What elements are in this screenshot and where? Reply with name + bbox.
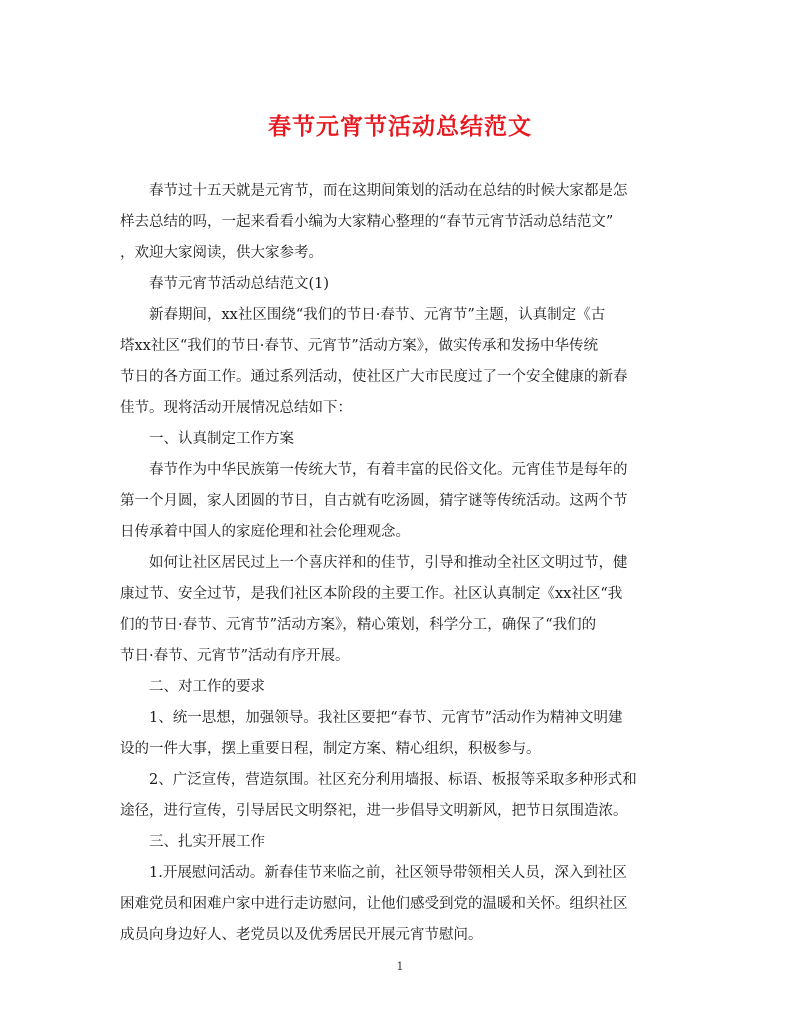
page-number: 1 — [396, 960, 404, 973]
paragraph-requirement-2 — [120, 765, 690, 827]
text-line: 二、对工作的要求 — [149, 679, 265, 695]
paragraph-visits — [120, 858, 690, 951]
text-line: 节日的各方面工作。通过系列活动，使社区广大市民度过了一个安全健康的新春 — [120, 369, 628, 385]
section-heading-fanwen-1 — [120, 269, 690, 300]
text-line: 新春期间，xx社区围绕“我们的节日·春节、元宵节”主题，认真制定《古 — [149, 307, 606, 323]
text-line: 春节作为中华民族第一传统大节，有着丰富的民俗文化。元宵佳节是每年的 — [149, 462, 628, 478]
text-line: 困难党员和困难户家中进行走访慰问，让他们感受到党的温暖和关怀。组织社区 — [120, 896, 628, 912]
document-title: 春节元宵节活动总结范文 — [268, 113, 532, 140]
text-line: 设的一件大事，摆上重要日程，制定方案、精心组织，积极参与。 — [120, 741, 541, 757]
text-line: 三、扎实开展工作 — [149, 834, 265, 850]
text-line: 一、认真制定工作方案 — [149, 431, 294, 447]
document-body — [120, 176, 690, 951]
text-line: 样去总结的吗，一起来看看小编为大家精心整理的“春节元宵节活动总结范文” — [120, 214, 614, 230]
section-heading-2 — [120, 672, 690, 703]
paragraph-overview — [120, 300, 690, 424]
text-line: 日传承着中国人的家庭伦理和社会伦理观念。 — [120, 524, 410, 540]
text-line: 春节过十五天就是元宵节，而在这期间策划的活动在总结的时候大家都是怎 — [149, 183, 628, 199]
text-line: 春节元宵节活动总结范文(1) — [149, 276, 330, 292]
text-line: 途径，进行宣传，引导居民文明祭祀，进一步倡导文明新风，把节日氛围造浓。 — [120, 803, 628, 819]
paragraph-culture — [120, 455, 690, 548]
paragraph-intro — [120, 176, 690, 269]
section-heading-3 — [120, 827, 690, 858]
text-line: 1、统一思想，加强领导。我社区要把“春节、元宵节”活动作为精神文明建 — [149, 710, 623, 726]
text-line: 塔xx社区“我们的节日·春节、元宵节”活动方案》，做实传承和发扬中华传统 — [120, 338, 599, 354]
paragraph-plan — [120, 548, 690, 672]
text-line: 节日·春节、元宵节”活动有序开展。 — [120, 648, 350, 664]
text-line: 如何让社区居民过上一个喜庆祥和的佳节，引导和推动全社区文明过节，健 — [149, 555, 628, 571]
text-line: 们的节日·春节、元宵节”活动方案》，精心策划，科学分工，确保了“我们的 — [120, 617, 597, 633]
text-line: 第一个月圆，家人团圆的节日，自古就有吃汤圆，猜字谜等传统活动。这两个节 — [120, 493, 628, 509]
text-line: 2、广泛宣传，营造氛围。社区充分利用墙报、标语、板报等采取多种形式和 — [149, 772, 637, 788]
text-line: 康过节、安全过节，是我们社区本阶段的主要工作。社区认真制定《xx社区“我 — [120, 586, 623, 602]
section-heading-1 — [120, 424, 690, 455]
text-line: ，欢迎大家阅读，供大家参考。 — [120, 245, 323, 261]
text-line: 成员向身边好人、老党员以及优秀居民开展元宵节慰问。 — [120, 927, 483, 943]
paragraph-requirement-1 — [120, 703, 690, 765]
text-line: 佳节。现将活动开展情况总结如下： — [120, 400, 352, 416]
text-line: 1.开展慰问活动。新春佳节来临之前，社区领导带领相关人员，深入到社区 — [149, 865, 627, 881]
